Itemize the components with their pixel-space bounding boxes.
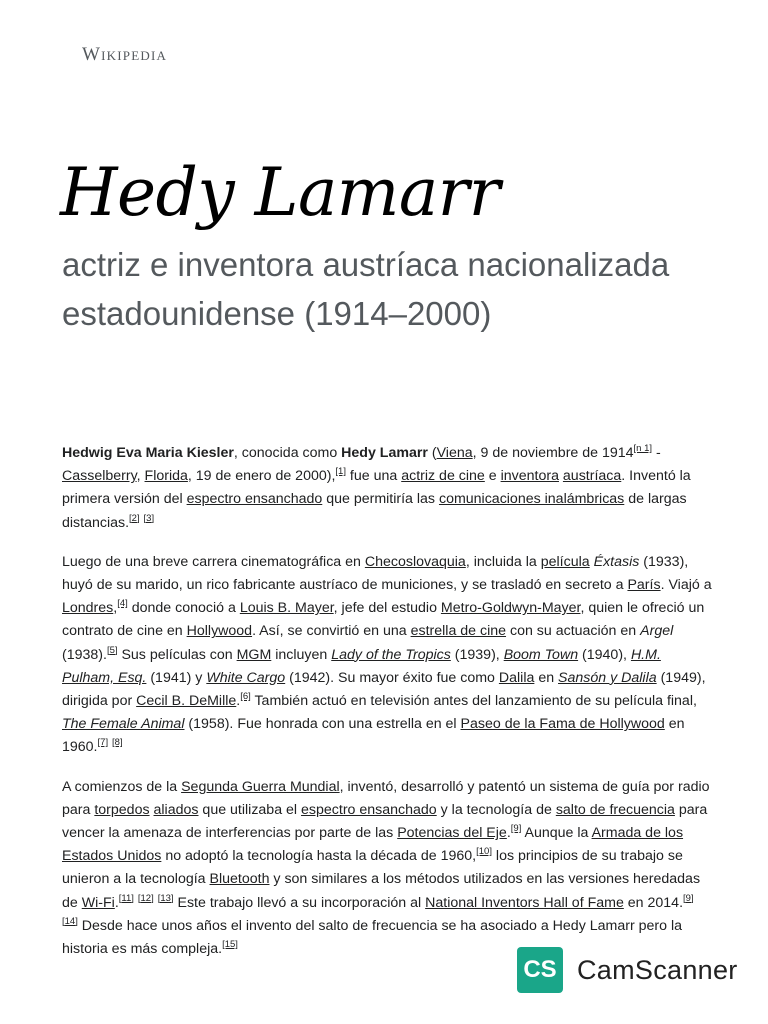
text-run: , inventó, desarrolló y patentó un sistema de guía por radio para <box>62 778 710 818</box>
text-run: fue una <box>345 468 402 485</box>
citation-link[interactable]: [6] <box>240 691 251 703</box>
paragraph-intro <box>62 442 712 535</box>
article-link[interactable]: The Female Animal <box>62 716 185 733</box>
text-run: , jefe del estudio <box>333 600 441 617</box>
text-run: (1949), dirigida por <box>62 669 706 710</box>
text-run: A comienzos de la <box>62 778 182 795</box>
text-run: (1940), <box>578 646 631 663</box>
article-link[interactable]: Checoslovaquia <box>364 553 466 570</box>
citation <box>112 737 123 748</box>
article-link[interactable]: Viena <box>436 445 473 461</box>
text-run: . Así, se convirtió en una <box>252 623 411 640</box>
citation <box>117 598 128 609</box>
citation-link[interactable]: [1] <box>335 466 346 478</box>
article-link[interactable]: Sansón y Dalila <box>558 669 657 686</box>
citation <box>158 893 174 904</box>
citation <box>98 737 109 748</box>
text-run: Este trabajo llevó a su incorporación al <box>173 894 426 911</box>
text-run: Sus películas con <box>117 646 237 663</box>
paragraph-career <box>62 551 712 760</box>
text-run: (1958). Fue honrada con una estrella en el <box>184 716 461 733</box>
text-run: - <box>652 445 661 461</box>
article-link[interactable]: Londres <box>62 600 114 617</box>
article-link[interactable]: espectro ensanchado <box>301 801 437 818</box>
citation-link[interactable]: [11] <box>118 892 134 904</box>
text-run: , quien le ofreció un contrato de cine en <box>62 600 705 640</box>
citation-link[interactable]: [13] <box>157 892 174 904</box>
text-run: . Inventó la primera versión del <box>62 468 691 508</box>
text-run: , 9 de noviembre de 1914 <box>472 445 634 461</box>
text-run: (1933), huyó de su marido, un rico fabricante austríaco de municiones, y se trasladó en secreto a <box>62 553 689 594</box>
paragraph-invention <box>62 776 712 962</box>
camscanner-watermark <box>517 944 757 996</box>
text-run: e <box>484 468 501 485</box>
citation <box>62 916 78 927</box>
text-run: donde conoció a <box>127 600 240 617</box>
text-run: , <box>113 600 118 617</box>
text-run: (1942). Su mayor éxito fue como <box>285 669 499 686</box>
text-run: que utilizaba el <box>198 801 302 818</box>
article-link[interactable]: película <box>540 553 590 570</box>
article-link[interactable]: Casselberry <box>62 468 137 485</box>
article-link[interactable]: White Cargo <box>206 669 286 686</box>
citation-link[interactable]: [15] <box>222 939 238 951</box>
citation-link[interactable]: [14] <box>62 915 78 927</box>
article-link[interactable]: Louis B. Mayer <box>239 600 334 617</box>
text-run: y son similares a los métodos utilizados en las versiones heredadas de <box>62 871 701 911</box>
citation <box>511 823 522 834</box>
article-link[interactable]: París <box>627 577 661 594</box>
citation <box>335 466 346 477</box>
text-run: y la tecnología de <box>436 801 556 818</box>
citation-link[interactable]: [3] <box>143 512 155 524</box>
article-link[interactable]: MGM <box>236 646 272 663</box>
citation-link[interactable]: [9] <box>510 823 522 835</box>
text-run: en 2014. <box>623 894 684 911</box>
article-link[interactable]: H.M. Pulham, Esq. <box>62 646 661 686</box>
article-link[interactable]: Bluetooth <box>209 871 270 888</box>
text-run: con su actuación en <box>506 623 641 640</box>
citation <box>138 893 154 904</box>
text-run: , conocida como <box>233 445 342 461</box>
citation <box>476 846 492 857</box>
italic-text: Éxtasis <box>593 553 640 570</box>
article-link[interactable]: Boom Town <box>503 646 579 663</box>
citation <box>240 691 251 702</box>
article-link[interactable]: comunicaciones inalámbricas <box>438 491 625 508</box>
bold-text: Hedwig Eva Maria Kiesler <box>62 445 234 461</box>
article-link[interactable]: inventora <box>500 468 559 485</box>
article-link[interactable]: Metro-Goldwyn-Mayer <box>440 600 581 617</box>
page-subtitle: actriz e inventora austríaca nacionalizada estadounidense (1914–2000) <box>62 246 670 332</box>
text-run: (1939), <box>450 646 504 663</box>
text-run: . <box>506 825 511 842</box>
wikipedia-wordmark[interactable]: Wikipedia <box>82 44 168 65</box>
page-title: Hedy Lamarr <box>60 154 500 231</box>
article-link[interactable]: Wi-Fi <box>81 894 115 911</box>
camscanner-label: CamScanner <box>577 954 738 985</box>
article-link[interactable]: salto de frecuencia <box>555 801 675 818</box>
citation-link[interactable]: [12] <box>137 892 154 904</box>
citation-link[interactable]: [10] <box>476 846 492 858</box>
article-link[interactable]: aliados <box>153 801 199 818</box>
article-link[interactable]: Potencias del Eje <box>397 825 507 842</box>
article-link[interactable]: estrella de cine <box>410 623 507 640</box>
text-run: , incluida la <box>465 553 541 570</box>
text-run: Desde hace unos años el invento del salto de frecuencia se ha asociado a Hedy Lamarr pero la historia es más compleja. <box>62 917 682 958</box>
text-run: los principios de su trabajo se unieron a la tecnología <box>62 848 683 888</box>
citation <box>222 939 238 950</box>
article-link[interactable]: Hollywood <box>186 623 253 640</box>
article-link[interactable]: espectro ensanchado <box>186 491 323 508</box>
article-link[interactable]: actriz de cine <box>401 468 485 485</box>
text-run: que permitiría las <box>322 491 439 508</box>
italic-text: Argel <box>640 623 674 640</box>
text-run: , <box>136 468 145 485</box>
article-link[interactable]: National Inventors Hall of Fame <box>425 894 624 911</box>
citation <box>144 513 155 524</box>
article-link[interactable]: Lady of the Tropics <box>331 646 451 663</box>
citation-link[interactable]: [5] <box>106 644 118 656</box>
text-run: . <box>236 693 241 710</box>
article-link[interactable]: torpedos <box>94 801 150 818</box>
text-run: no adoptó la tecnología hasta la década de 1960, <box>161 848 477 865</box>
text-run: en <box>534 669 559 686</box>
camscanner-logo-icon: CS <box>517 947 563 993</box>
text-run: en 1960. <box>62 716 685 756</box>
text-run: . Viajó a <box>660 577 712 594</box>
article-link[interactable]: Florida <box>144 468 188 485</box>
bold-text: Hedy Lamarr <box>341 445 428 461</box>
citation-link[interactable]: [4] <box>117 598 128 610</box>
article-link[interactable]: Cecil B. DeMille <box>136 693 237 710</box>
article-body <box>62 442 712 977</box>
citation-link[interactable]: [n 1] <box>633 443 653 454</box>
citation <box>634 443 653 454</box>
article-link[interactable]: Segunda Guerra Mundial <box>181 778 340 795</box>
article-link[interactable]: Dalila <box>498 669 535 686</box>
text-run: (1941) y <box>146 669 207 686</box>
article-link[interactable]: Paseo de la Fama de Hollywood <box>460 716 665 733</box>
text-run: de largas distancias. <box>62 491 687 531</box>
article-link[interactable]: Armada de los Estados Unidos <box>62 825 684 865</box>
citation-link[interactable]: [8] <box>112 737 123 749</box>
text-run: incluyen <box>271 646 332 663</box>
citation <box>683 893 694 904</box>
text-run: También actuó en televisión antes del lanzamiento de su película final, <box>250 693 697 710</box>
text-run: . <box>114 894 119 911</box>
text-run: Luego de una breve carrera cinematográfica en <box>62 553 365 570</box>
citation <box>119 893 134 904</box>
text-run: ( <box>427 445 437 461</box>
text-run: (1938). <box>62 646 107 663</box>
citation-link[interactable]: [9] <box>683 892 694 904</box>
text-run: para vencer la amenaza de interferencias por parte de las <box>62 801 708 842</box>
citation-link[interactable]: [7] <box>97 737 109 749</box>
citation-link[interactable]: [2] <box>129 512 140 524</box>
citation <box>107 645 118 656</box>
citation <box>129 513 140 524</box>
article-link[interactable]: austríaca <box>562 468 622 485</box>
text-run: Aunque la <box>521 825 592 842</box>
text-run: , 19 de enero de 2000), <box>187 468 336 485</box>
